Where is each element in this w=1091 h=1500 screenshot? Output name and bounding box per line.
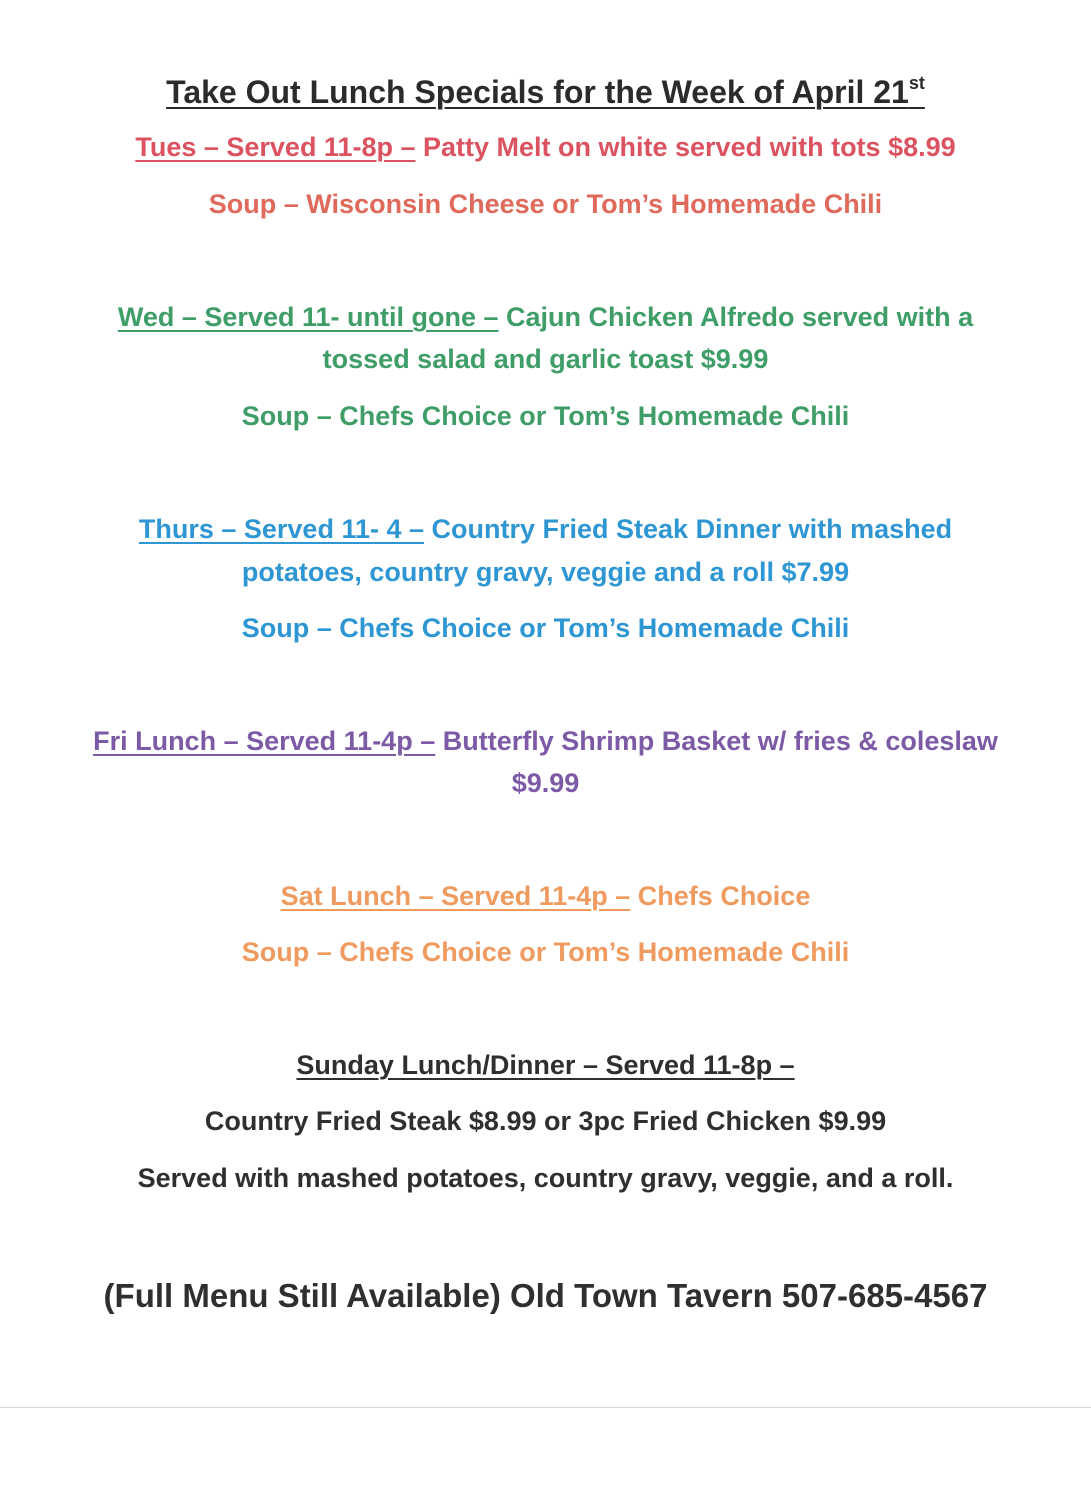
thurs-item-line2: potatoes, country gravy, veggie and a roll $7.99: [241, 557, 850, 587]
thurs-header: Thurs – Served 11- 4 –: [138, 514, 425, 544]
fri-header: Fri Lunch – Served 11-4p –: [93, 726, 436, 756]
sat-special: [0, 879, 1091, 913]
wed-item-line2: tossed salad and garlic toast $9.99: [322, 344, 769, 374]
wed-header: Wed – Served 11- until gone –: [117, 302, 499, 332]
thurs-item-line1: Country Fried Steak Dinner with mashed: [424, 514, 953, 544]
wed-item-line1: Cajun Chicken Alfredo served with a: [498, 302, 974, 332]
sat-header: Sat Lunch – Served 11-4p –: [280, 881, 631, 911]
sun-special: [0, 1048, 1091, 1082]
page-title-text: Take Out Lunch Specials for the Week of April 21st: [166, 73, 925, 110]
wed-special: [0, 300, 1091, 334]
wed-soup: Soup – Chefs Choice or Tom’s Homemade Chili: [241, 401, 850, 431]
fri-special: [0, 724, 1091, 758]
tues-special: [0, 130, 1091, 164]
sat-soup: Soup – Chefs Choice or Tom’s Homemade Chili: [241, 937, 850, 967]
tues-soup: Soup – Wisconsin Cheese or Tom’s Homemade Chili: [208, 189, 883, 219]
fri-item-line2: $9.99: [511, 768, 580, 798]
title-ordinal-suffix: st: [908, 73, 925, 93]
tues-item: Patty Melt on white served with tots $8.99: [415, 132, 956, 162]
sun-header: Sunday Lunch/Dinner – Served 11-8p –: [296, 1050, 795, 1080]
sun-item: Country Fried Steak $8.99 or 3pc Fried Chicken $9.99: [204, 1106, 887, 1136]
fri-item-line1: Butterfly Shrimp Basket w/ fries & coleslaw: [435, 726, 998, 756]
footer-contact: (Full Menu Still Available) Old Town Tavern 507-685-4567: [103, 1277, 988, 1314]
tues-header: Tues – Served 11-8p –: [135, 132, 416, 162]
page-edge-divider: [0, 1407, 1091, 1408]
sun-note: Served with mashed potatoes, country gravy, veggie, and a roll.: [137, 1163, 954, 1193]
thurs-soup: Soup – Chefs Choice or Tom’s Homemade Chili: [241, 613, 850, 643]
sat-item: Chefs Choice: [630, 881, 811, 911]
thurs-special: [0, 512, 1091, 546]
page-title: [0, 66, 1091, 109]
